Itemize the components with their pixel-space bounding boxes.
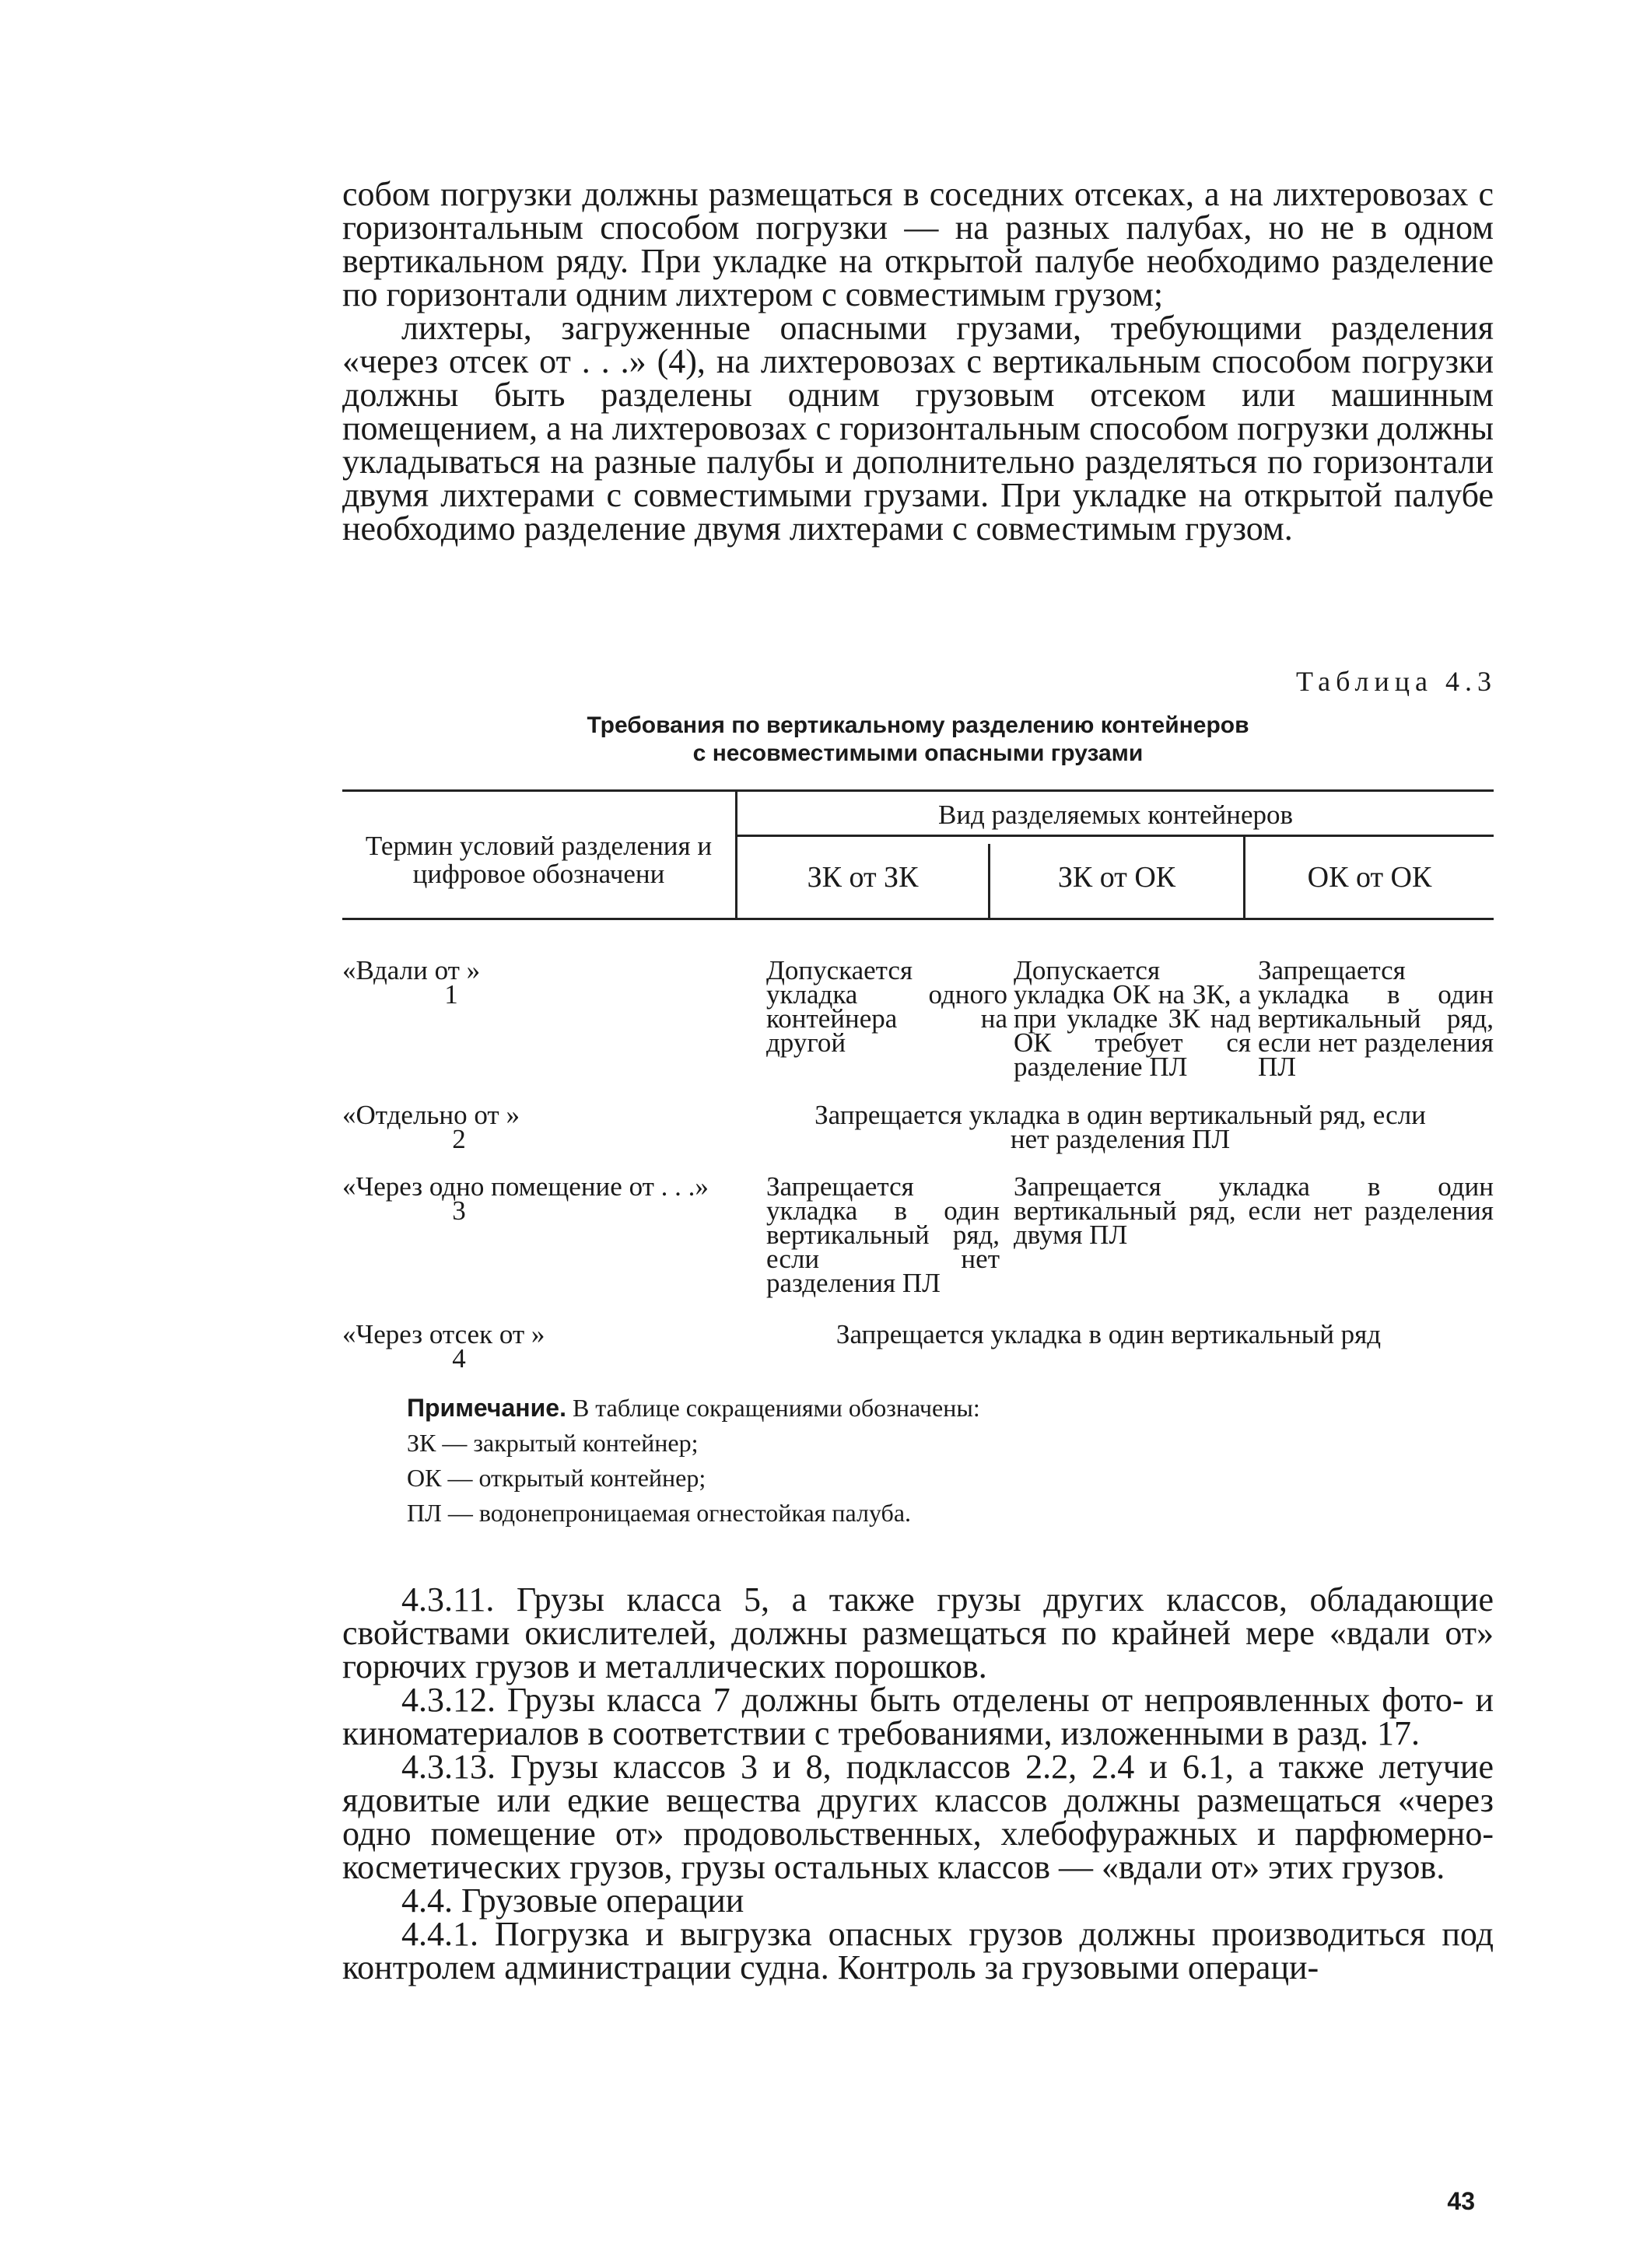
row-4-merged: Запрещается укладка в один вертикальный ряд <box>836 1319 1382 1349</box>
table-number: Таблица 4.3 <box>1296 666 1497 697</box>
row-4-term <box>342 1319 576 1374</box>
table-top-rule <box>342 789 1494 792</box>
table-title <box>342 712 1494 768</box>
paragraph-4-3-13: 4.3.13. Грузы классов 3 и 8, подклассов 2.2, 2.4 и 6.1, а также летучие ядовитые или едкие вещества других классов должны размещаться «через одно помещение от» продовольственных, хлебофуражных и парфюмерно-косметических грузов, грузы остальных классов — «вдали от» этих грузов. <box>342 1748 1494 1886</box>
note-item-zk: ЗК — закрытый контейнер; <box>407 1429 699 1457</box>
row-1-term-label: «Вдали от » <box>342 955 481 985</box>
note-intro: В таблице сокращениями обозначены: <box>572 1394 980 1422</box>
table-header-bottom-rule <box>342 918 1494 920</box>
row-2-term-label: «Отдельно от » <box>342 1100 520 1130</box>
header-col-zk-ok: ЗК от ОК <box>1057 861 1176 894</box>
row-1-term <box>342 955 560 1010</box>
sections-text <box>342 1580 1494 1986</box>
row-3-number: 3 <box>452 1195 466 1226</box>
header-col-zk-zk: ЗК от ЗК <box>807 861 919 894</box>
row-4-term-label: «Через отсек от » <box>342 1319 545 1349</box>
row-4-number: 4 <box>452 1343 466 1374</box>
paragraph-4-3-12: 4.3.12. Грузы класса 7 должны быть отделены от непроявленных фото- и киноматериалов в соответствии с требованиями, изложенными в разд. 17. <box>342 1681 1494 1752</box>
row-2-merged: Запрещается укладка в один вертикальный ряд, если нет разделения ПЛ <box>814 1100 1426 1154</box>
row-3-col-1: Запрещается укладка в один вертикальный ряд, если нет разделения ПЛ <box>766 1171 1000 1298</box>
row-3-col-2-3: Запрещается укладка в один вертикальный ряд, если нет разделения двумя ПЛ <box>1014 1171 1494 1250</box>
row-3-term-label: «Через одно помещение от . . .» <box>342 1171 709 1202</box>
note-item-ok: ОК — открытый контейнер; <box>407 1464 706 1492</box>
page-number: 43 <box>1447 2187 1475 2215</box>
row-1-col-3: Запрещается укладка в один вертикальный ряд, если нет разделения ПЛ <box>1258 955 1494 1082</box>
row-3-term <box>342 1171 755 1226</box>
note-label: Примечание. <box>407 1394 566 1422</box>
table-header-group-rule <box>737 835 1494 837</box>
header-container-type: Вид разделяемых контейнеров <box>937 800 1294 830</box>
table-note <box>407 1391 980 1531</box>
table-title-line-2: с несовместимыми опасными грузами <box>692 740 1144 766</box>
intro-paragraph-2: лихтеры, загруженные опасными грузами, требующими разделения «через отсек от . . .» (4), на лихтеровозах с вертикальным способом погрузки должны быть разделены одним грузовым отсеком или машинным помещением, а на лихтеровозах с горизонтальным способом погрузки должны укладываться на разные палубы и дополнительно разделяться по горизонтали двумя лихтерами с совместимыми грузами. При укладке на открытой палубе необходимо разделение двумя лихтерами с совместимым грузом. <box>342 309 1494 548</box>
table-title-line-1: Требования по вертикальному разделению контейнеров <box>587 712 1249 738</box>
paragraph-4-4-1: 4.4.1. Погрузка и выгрузка опасных грузов должны производиться под контролем администрации судна. Контроль за грузовыми операци- <box>342 1915 1494 1986</box>
row-1-col-1: Допускается укладка одного контейнера на другой <box>766 955 1007 1058</box>
row-1-col-2: Допускается укладка ОК на ЗК, а при укладке ЗК над ОК требует ся разделение ПЛ <box>1014 955 1251 1082</box>
row-2-term <box>342 1100 576 1154</box>
section-heading-4-4: 4.4. Грузовые операции <box>401 1881 744 1920</box>
header-term: Термин условий разделения и цифровое обозначени <box>365 831 713 889</box>
intro-text <box>342 175 1494 548</box>
intro-paragraph-1: собом погрузки должны размещаться в соседних отсеках, а на лихтеровозах с горизонтальным способом погрузки — на разных палубах, но не в одном вертикальном ряду. При укладке на открытой палубе необходимо разделение по горизонтали одним лихтером с совместимым грузом; <box>342 175 1494 313</box>
note-item-pl: ПЛ — водонепроницаемая огнестойкая палуба. <box>407 1499 912 1527</box>
row-1-number: 1 <box>444 979 458 1010</box>
row-2-number: 2 <box>452 1124 466 1154</box>
note-heading <box>407 1391 980 1426</box>
header-col-ok-ok: ОК от ОК <box>1307 861 1432 894</box>
paragraph-4-3-11: 4.3.11. Грузы класса 5, а также грузы других классов, обладающие свойствами окислителей, должны размещаться по крайней мере «вдали от» горючих грузов и металлических порошков. <box>342 1580 1494 1685</box>
